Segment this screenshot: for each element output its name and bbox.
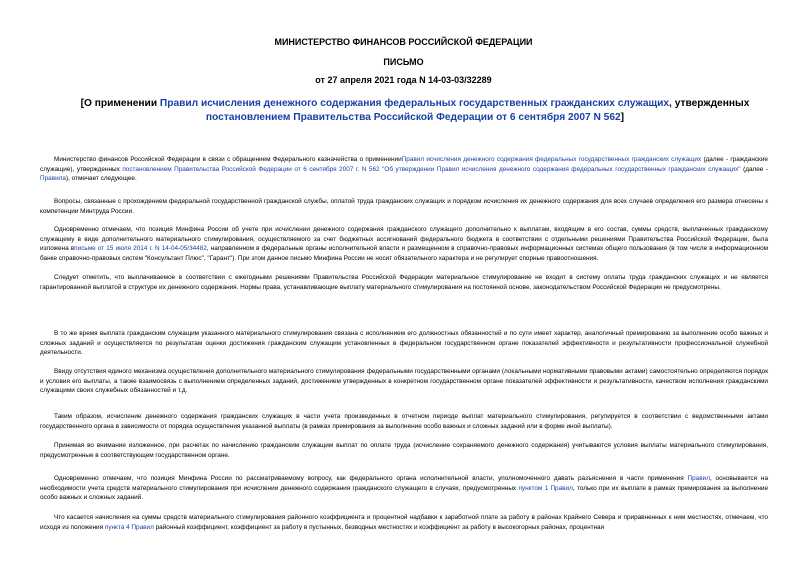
p10-point4-link[interactable]: пункта 4 Правил: [104, 523, 154, 531]
paragraph-7: [40, 412, 768, 431]
title-resolution-link[interactable]: постановлением Правительства Российской Федерации от 6 сентября 2007 N 562: [205, 112, 621, 123]
p9-point1-link[interactable]: пунктом 1 Правил: [518, 484, 573, 492]
p1-rules-short-link[interactable]: Правила: [40, 175, 66, 183]
p1-rules-link[interactable]: Правил исчисления денежного содержания федеральных государственных гражданских служащих: [401, 156, 702, 163]
p9-rules-link[interactable]: Правил: [687, 475, 710, 482]
p3-text-1: Одновременно отмечаем, что позиция Минфина России об учете при исчислении денежного содержания гражданского служащего дополнительно к выплатам, входящим в его состав, суммы средств, выплаченных гражданскому служащему в виде дополнительного материального стимулирования, осуществляемого за счет бюджетных ассигнований федерального бюджета в соответствии с отдельными решениями Правительства Российской Федерации, была изложена в: [40, 226, 768, 253]
p1-text-4: ), отмечает следующее.: [65, 175, 137, 183]
p5-text: В то же время выплата гражданским служащим указанного материального стимулирования связана с исполнением его должностных обязанностей и по сути имеет характер, аналогичный премированию за выполнение особо важных и сложных заданий и осуществляется по результатам оценки достижения гражданским служащим установленных в федеральном государственном органе показателей эффективности и результативности профессиональной служебной деятельности.: [40, 330, 768, 357]
paragraph-8: [40, 441, 768, 460]
title-close: ]: [620, 112, 625, 123]
p1-text-3: (далее -: [740, 165, 769, 173]
p2-text: Вопросы, связанные с прохождением федеральной государственной гражданской службы, оплатой труда гражданских служащих и порядком исчисления их денежного содержания для всех случаев определения его размера отнесены к компетенции Минтруда России.: [40, 198, 768, 215]
p9-text-2: , основывается на необходимости учета средств материального стимулирования при исчислении денежного содержания гражданского служащего в случаях, предусмотренных: [40, 475, 768, 492]
date-number-heading: от 27 апреля 2021 года N 14-03-03/32289: [315, 75, 492, 85]
p10-text-2: районный коэффициент, коэффициент за работу в пустынных, безводных местностях и коэффициент за работу в высокогорных районах, процентная: [153, 523, 605, 531]
paragraph-6: [40, 367, 768, 396]
p3-text-2: , направленном в федеральные органы исполнительной власти и размещенном в справочно-правовых информационных системах общего пользования (в том числе в информационном банке справочно-правовых систем "Консультант Плюс", "Гарант"). При этом данное письмо Минфина России не носит обязательного характера и не регулирует спорные правоотношения.: [40, 245, 769, 262]
p8-text: Принимая во внимание изложенное, при расчетах по начислению гражданским служащим выплат по оплате труда (исчисление сохраняемого денежного содержания) учитываются условия выплаты материального стимулирования, предусмотренные в соответствующем государственном органе.: [40, 442, 768, 459]
paragraph-3: [40, 225, 768, 263]
p1-text-2: (далее - гражданские служащие), утвержденных: [40, 156, 768, 173]
title-rules-link[interactable]: Правил исчисления денежного содержания федеральных государственных гражданских служащих: [159, 98, 670, 109]
title-mid: , утвержденных: [669, 98, 750, 109]
p4-text: Следует отметить, что выплачиваемое в соответствии с ежегодными решениями Правительства Российской Федерации материальное стимулирование не входит в систему оплаты труда гражданских служащих и не является гарантированной выплатой в структуре их денежного содержания. Нормы права, устанавливающие выплату материального стимулирования на постоянной основе, законодательством Российской Федерации не предусмотрены.: [40, 274, 768, 291]
p1-resolution-link[interactable]: постановлением Правительства Российской Федерации от 6 сентября 2007 г. N 562 "Об утверждении Правил исчисления денежного содержания федеральных государственных гражданских служащих": [122, 165, 741, 173]
paragraph-1: [40, 155, 768, 184]
p6-text: Ввиду отсутствия единого механизма осуществления дополнительного материального стимулирования федеральными государственными органами (локальными нормативными правовыми актами) самостоятельно определяются порядок и условия его выплаты, а также взаимосвязь с выполнением определенных заданий, достижением утвержденных в конкретном государственном органе показателей эффективности и результативности, качеством исполнения гражданскими служащими своих служебных обязанностей и т.д.: [40, 368, 768, 395]
p9-text-3: , только при их выплате в рамках премирования за выполнение особо важных и сложных заданий.: [40, 484, 769, 502]
p1-text-1: Министерство финансов Российской Федерации в связи с обращением Федерального казначейства о применении: [54, 156, 402, 163]
p10-text-1: Что касается начисления на суммы средств материального стимулирования районного коэффициента и процентной надбавки к заработной плате за работу в районах Крайнего Севера и приравненных к ним местностях, отмечаем, что исходя из положения: [40, 514, 768, 531]
paragraph-9: [40, 474, 768, 503]
paragraph-4: [40, 273, 768, 292]
paragraph-5: [40, 329, 768, 358]
p3-letter-link[interactable]: письме от 15 июля 2014 г. N 14-04-05/34482: [74, 245, 207, 253]
paragraph-10: [40, 513, 768, 532]
p9-text-1: Одновременно отмечаем, что позиция Минфина России по рассматриваемому вопросу, как федерального органа исполнительной власти, уполномоченного давать разъяснения в части применения: [54, 475, 688, 482]
paragraph-2: [40, 197, 768, 216]
p7-text: Таким образом, исчисление денежного содержания гражданских служащих в части учета произведенных в отчетном периоде выплат материального стимулирования, регулируется в соответствии с ведомственными актами государственного органа в зависимости от порядка осуществления указанной выплаты (в рамках премирования за выполнение особо важных и сложных заданий или в форме иной выплаты).: [40, 413, 768, 430]
title-open: [О применении: [80, 98, 160, 109]
document-title: [48, 97, 782, 125]
doc-type-heading: ПИСЬМО: [383, 57, 424, 67]
ministry-heading: МИНИСТЕРСТВО ФИНАНСОВ РОССИЙСКОЙ ФЕДЕРАЦИИ: [274, 37, 533, 47]
